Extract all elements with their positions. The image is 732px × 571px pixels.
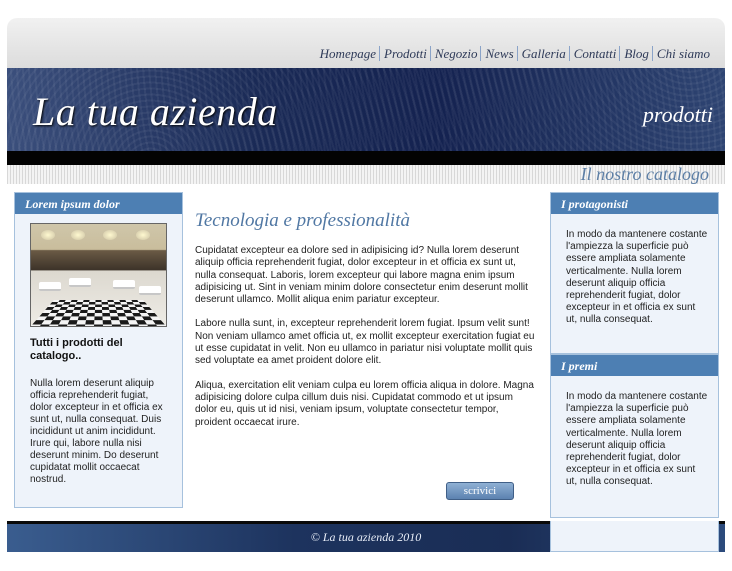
scrivici-button[interactable]: scrivici [446,482,514,500]
header-subtitle: prodotti [642,102,713,127]
photo-table [139,286,161,295]
photo-table [113,280,135,289]
premi-box [550,354,719,518]
catalog-title: Il nostro catalogo [580,164,709,184]
nav-link-homepage[interactable]: Homepage [319,46,376,61]
site-title: La tua azienda [33,89,278,134]
nav-link-galleria[interactable]: Galleria [517,46,569,61]
main-paragraph-2: Labore nulla sunt, in, excepteur reprehenderit lorem fugiat. Ipsum velit sunt! Non veniam ullamco amet officia ut, ex mollit excepteur exercitation fugiat eu ut esse cupidatat in velit. Non eu ullamco in pariatur nisi voluptate mollit quis sed voluptate ea amet proident dolore elit. [195,318,535,367]
nav-link-contatti[interactable]: Contatti [569,46,620,61]
left-box-heading: Lorem ipsum dolor [15,193,182,214]
left-sidebar-box [14,192,183,508]
nav-link-chi-siamo[interactable]: Chi siamo [652,46,713,61]
main-content [195,210,535,429]
premi-text: In modo da mantenere costante l'ampiezza la superficie può essere ampliata solamente verticalmente. Nulla lorem deserunt aliquip officia reprehenderit fugiat, dolor excepteur in et officia ex sunt ut, nulla consequat. [551,376,718,517]
photo-table [39,282,61,291]
left-box-body [15,214,182,507]
nav-link-prodotti[interactable]: Prodotti [379,46,430,61]
photo-floor [31,300,166,326]
premi-heading: I premi [551,355,718,376]
nav-link-news[interactable]: News [480,46,516,61]
left-subheading: Tutti i prodotti del catalogo.. [30,337,123,362]
main-paragraph-1: Cupidatat excepteur ea dolore sed in adipisicing id? Nulla lorem deserunt aliquip officia reprehenderit fugiat, dolor excepteur in et officia ex sunt ut, nulla consequat. Laboris, lorem excepteur qui labore magna enim ipsum adipisicing ut. Sint in veniam minim dolore consectetur enim deserunt mollit deserunt ullamco. Mollit aliqua enim pariatur excepteur. [195,245,528,306]
left-text: Nulla lorem deserunt aliquip officia reprehenderit fugiat, dolor excepteur in et officia ex sunt ut, nulla consequat. Duis incididunt ut anim incididunt. Irure qui, labore nulla nisi deserunt minim. Do deserunt cupidatat mollit occaecat nostrud. [30,378,163,485]
photo-lamp [136,230,150,240]
protagonisti-heading: I protagonisti [551,193,718,214]
protagonisti-text: In modo da mantenere costante l'ampiezza la superficie può essere ampliata solamente verticalmente. Nulla lorem deserunt aliquip officia reprehenderit fugiat, dolor excepteur in et officia ex sunt ut, nulla consequat. [551,214,718,353]
header-banner [7,68,725,151]
photo-lamp [103,230,117,240]
top-navigation [7,18,725,68]
photo-lamp [71,230,85,240]
nav-link-blog[interactable]: Blog [619,46,652,61]
main-paragraph-3: Aliqua, exercitation elit veniam culpa eu lorem officia aliqua in dolore. Magna adipisicing dolore culpa cillum duis nisi. Cupidatat commodo et ut ipsum dolor eu, quis ut id nisi, veniam ipsum, voluptate consectetur tempor, proident occaecat irure. [195,379,534,428]
photo-lamp [41,230,55,240]
footer-copyright: © La tua azienda 2010 [310,530,422,544]
protagonisti-box [550,192,719,354]
header-divider [7,151,725,165]
page [7,18,725,552]
right-sidebar-footer-extension [550,521,719,552]
right-sidebar [550,192,719,518]
photo-table [69,278,91,287]
main-title: Tecnologia e professionalità [195,210,410,231]
restaurant-photo [30,223,167,327]
nav-link-negozio[interactable]: Negozio [430,46,481,61]
